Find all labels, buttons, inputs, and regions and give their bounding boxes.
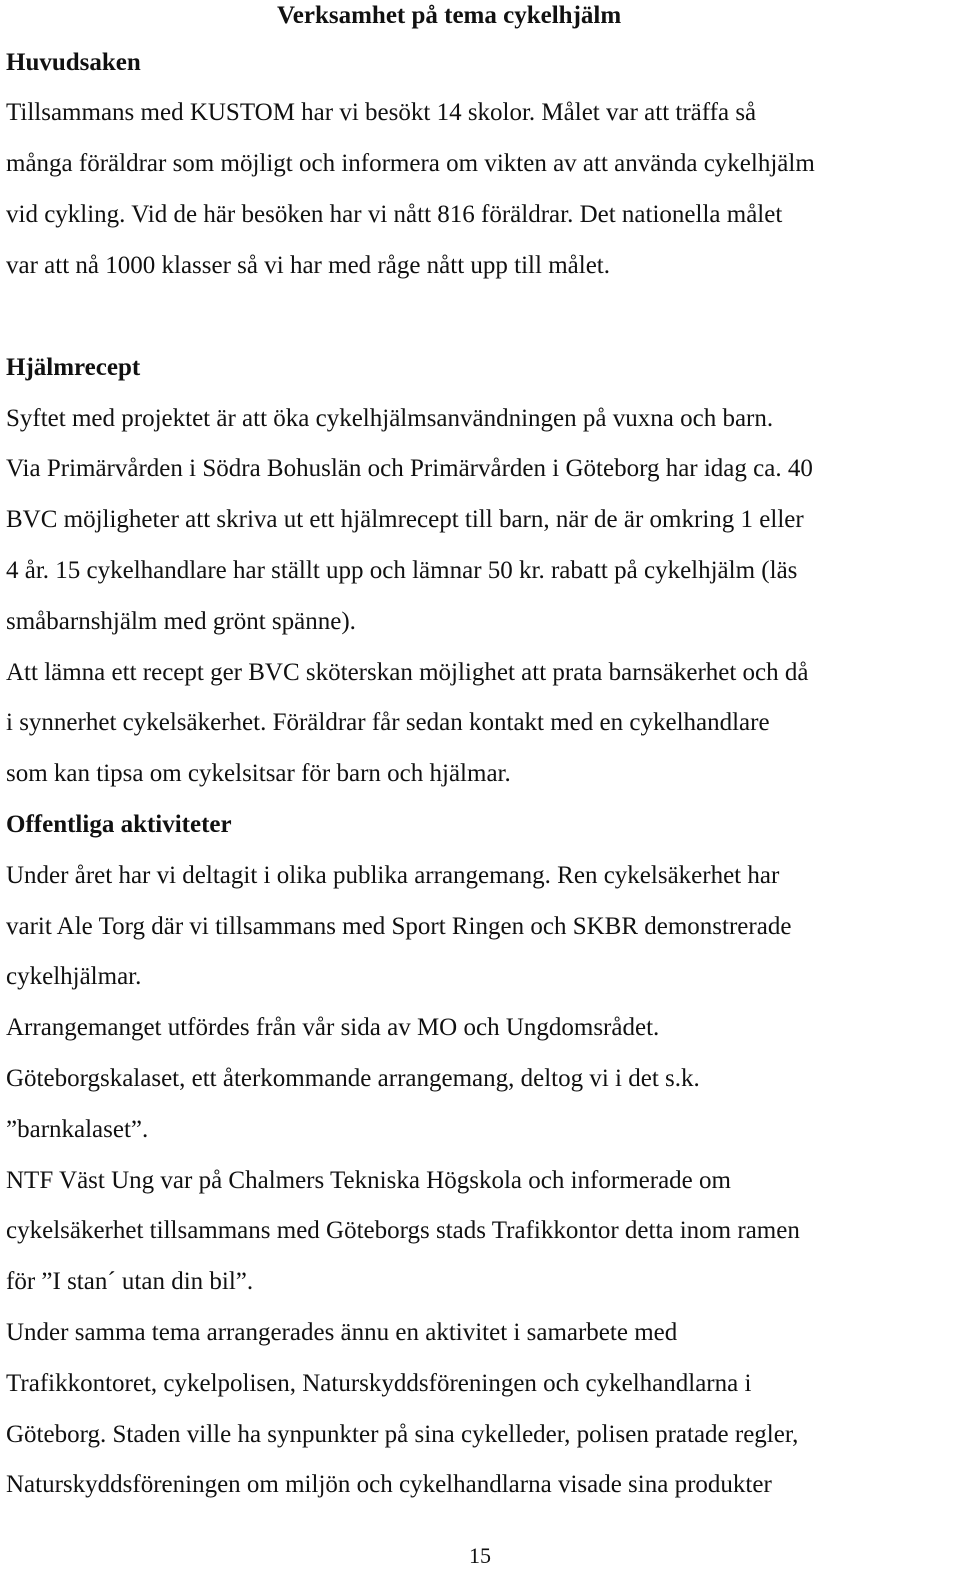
paragraph-line: som kan tipsa om cykelsitsar för barn och hjälmar. (6, 760, 511, 787)
paragraph-line: Via Primärvården i Södra Bohuslän och Primärvården i Göteborg har idag ca. 40 (6, 455, 813, 482)
section-heading-hjalmrecept: Hjälmrecept (6, 354, 141, 381)
paragraph-line: Arrangemanget utfördes från vår sida av MO och Ungdomsrådet. (6, 1014, 660, 1041)
paragraph-line: cykelsäkerhet tillsammans med Göteborgs stads Trafikkontor detta inom ramen (6, 1217, 800, 1244)
paragraph-line: BVC möjligheter att skriva ut ett hjälmrecept till barn, när de är omkring 1 eller (6, 506, 804, 533)
paragraph-line: många föräldrar som möjligt och informera om vikten av att använda cykelhjälm (6, 150, 815, 177)
paragraph-line: NTF Väst Ung var på Chalmers Tekniska Högskola och informerade om (6, 1167, 731, 1194)
paragraph-line: småbarnshjälm med grönt spänne). (6, 608, 356, 635)
paragraph-line: Att lämna ett recept ger BVC sköterskan möjlighet att prata barnsäkerhet och då (6, 659, 809, 686)
paragraph-line: varit Ale Torg där vi tillsammans med Sport Ringen och SKBR demonstrerade (6, 913, 792, 940)
document-title: Verksamhet på tema cykelhjälm (277, 2, 622, 29)
paragraph-line: Göteborg. Staden ville ha synpunkter på sina cykelleder, polisen pratade regler, (6, 1421, 799, 1448)
section-heading-huvudsaken: Huvudsaken (6, 49, 141, 76)
paragraph-line: Under året har vi deltagit i olika publika arrangemang. Ren cykelsäkerhet har (6, 862, 780, 889)
paragraph-line: Tillsammans med KUSTOM har vi besökt 14 skolor. Målet var att träffa så (6, 99, 757, 126)
section-heading-offentliga-aktiviteter: Offentliga aktiviteter (6, 811, 232, 838)
paragraph-line: ”barnkalaset”. (6, 1116, 149, 1143)
paragraph-line: för ”I stan´ utan din bil”. (6, 1268, 254, 1295)
paragraph-line: Syftet med projektet är att öka cykelhjälmsanvändningen på vuxna och barn. (6, 405, 774, 432)
paragraph-line: Trafikkontoret, cykelpolisen, Naturskyddsföreningen och cykelhandlarna i (6, 1370, 752, 1397)
paragraph-line: i synnerhet cykelsäkerhet. Föräldrar får sedan kontakt med en cykelhandlare (6, 709, 770, 736)
paragraph-line: cykelhjälmar. (6, 963, 142, 990)
paragraph-line: 4 år. 15 cykelhandlare har ställt upp och lämnar 50 kr. rabatt på cykelhjälm (läs (6, 557, 798, 584)
page-number: 15 (469, 1543, 491, 1568)
paragraph-line: var att nå 1000 klasser så vi har med råge nått upp till målet. (6, 252, 610, 279)
paragraph-line: vid cykling. Vid de här besöken har vi nått 816 föräldrar. Det nationella målet (6, 201, 783, 228)
paragraph-line: Göteborgskalaset, ett återkommande arrangemang, deltog vi i det s.k. (6, 1065, 700, 1092)
paragraph-line: Naturskyddsföreningen om miljön och cykelhandlarna visade sina produkter (6, 1471, 772, 1498)
paragraph-line: Under samma tema arrangerades ännu en aktivitet i samarbete med (6, 1319, 678, 1346)
